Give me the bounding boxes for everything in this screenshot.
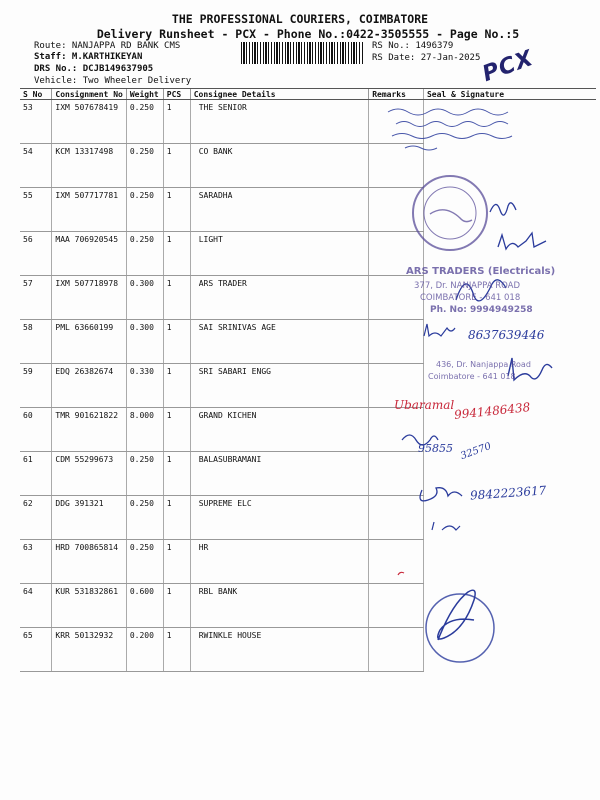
signature-63	[420, 488, 462, 501]
pcs-cell: 1	[163, 364, 190, 408]
consignee-cell: RWINKLE HOUSE	[190, 628, 369, 672]
handwritten-name-61: Ubaramal	[394, 398, 455, 412]
pcx-stamp: PCX	[479, 45, 537, 88]
col-signature: Seal & Signature	[423, 89, 596, 100]
consignment-cell: KUR 531832861	[52, 584, 126, 628]
staff-label: Staff: M.KARTHIKEYAN	[34, 52, 143, 62]
pcs-cell: 1	[163, 452, 190, 496]
signature-58	[424, 324, 455, 336]
weight-cell: 0.250	[126, 496, 163, 540]
sno-cell: 64	[20, 584, 52, 628]
signature-56	[498, 233, 546, 249]
consignee-cell: SUPREME ELC	[190, 496, 369, 540]
pcs-cell: 1	[163, 276, 190, 320]
rs-date: RS Date: 27-Jan-2025	[372, 53, 481, 63]
consignee-cell: GRAND KICHEN	[190, 408, 369, 452]
pcs-cell: 1	[163, 584, 190, 628]
col-weight: Weight	[126, 89, 163, 100]
col-remarks: Remarks	[369, 89, 424, 100]
pcs-cell: 1	[163, 628, 190, 672]
consignee-cell: BALASUBRAMANI	[190, 452, 369, 496]
weight-cell: 0.250	[126, 188, 163, 232]
route-label: Route: NANJAPPA RD BANK CMS	[34, 41, 181, 51]
col-pcs: PCS	[163, 89, 190, 100]
sno-cell: 58	[20, 320, 52, 364]
handwritten-phone-62: 95855	[418, 442, 453, 455]
ars-stamp-address2: COIMBATORE - 641 018	[420, 293, 521, 303]
consignment-cell: EDQ 26382674	[52, 364, 126, 408]
weight-cell: 0.250	[126, 100, 163, 144]
consignee-cell: SAI SRINIVAS AGE	[190, 320, 369, 364]
consignment-cell: CDM 55299673	[52, 452, 126, 496]
red-mark-64	[398, 572, 404, 575]
sno-cell: 65	[20, 628, 52, 672]
pcs-cell: 1	[163, 188, 190, 232]
company-name: THE PROFESSIONAL COURIERS, COIMBATORE	[171, 12, 429, 26]
weight-cell: 0.600	[126, 584, 163, 628]
consignment-cell: HRD 700865814	[52, 540, 126, 584]
weight-cell: 0.250	[126, 144, 163, 188]
pcs-cell: 1	[163, 144, 190, 188]
consignment-cell: PML 63660199	[52, 320, 126, 364]
sno-cell: 60	[20, 408, 52, 452]
scribble-stamp-53	[388, 109, 512, 150]
pcs-cell: 1	[163, 540, 190, 584]
ars-stamp-name: ARS TRADERS (Electricals)	[406, 266, 556, 277]
consignee-cell: SARADHA	[190, 188, 369, 232]
consignee-cell: ARS TRADER	[190, 276, 369, 320]
sabari-stamp-address2: Coimbatore - 641 018	[428, 372, 516, 381]
vehicle-label: Vehicle: Two Wheeler Delivery	[34, 76, 192, 86]
col-sno: S No	[20, 89, 52, 100]
pcs-cell: 1	[163, 496, 190, 540]
signature-55	[490, 203, 516, 215]
consignment-cell: IXM 507717781	[52, 188, 126, 232]
weight-cell: 0.200	[126, 628, 163, 672]
handwritten-num-62: 32570	[459, 440, 493, 463]
weight-cell: 0.330	[126, 364, 163, 408]
rs-number: RS No.: 1496379	[372, 41, 454, 51]
consignment-cell: MAA 706920545	[52, 232, 126, 276]
sno-cell: 57	[20, 276, 52, 320]
handwritten-phone-58: 8637639446	[468, 328, 545, 342]
consignee-cell: CO BANK	[190, 144, 369, 188]
ars-stamp-address1: 377, Dr. NANJAPPA ROAD	[414, 281, 521, 291]
consignment-cell: KRR 50132932	[52, 628, 126, 672]
drs-number: DRS No.: DCJB149637905	[34, 64, 154, 74]
sno-cell: 53	[20, 100, 52, 144]
weight-cell: 0.300	[126, 276, 163, 320]
sno-cell: 54	[20, 144, 52, 188]
sno-cell: 59	[20, 364, 52, 408]
col-consignee: Consignee Details	[190, 89, 369, 100]
circular-seal	[413, 176, 487, 250]
handwritten-phone-63: 9842223617	[469, 483, 547, 503]
consignee-cell: THE SENIOR	[190, 100, 369, 144]
consignment-cell: TMR 901621822	[52, 408, 126, 452]
consignee-cell: HR	[190, 540, 369, 584]
sno-cell: 56	[20, 232, 52, 276]
sabari-stamp-address1: 436, Dr. Nanjappa Road	[436, 360, 531, 369]
pcs-cell: 1	[163, 408, 190, 452]
sno-cell: 63	[20, 540, 52, 584]
runsheet-title: Delivery Runsheet - PCX - Phone No.:0422-3505555 - Page No.:5	[96, 27, 520, 41]
weight-cell: 8.000	[126, 408, 163, 452]
pcs-cell: 1	[163, 320, 190, 364]
pcs-cell: 1	[163, 100, 190, 144]
sno-cell: 55	[20, 188, 52, 232]
handwritten-phone-61: 9941486438	[453, 400, 531, 422]
weight-cell: 0.300	[126, 320, 163, 364]
consignee-cell: RBL BANK	[190, 584, 369, 628]
consignee-cell: SRI SABARI ENGG	[190, 364, 369, 408]
consignment-cell: IXM 507718978	[52, 276, 126, 320]
weight-cell: 0.250	[126, 452, 163, 496]
weight-cell: 0.250	[126, 232, 163, 276]
consignment-cell: DDG 391321	[52, 496, 126, 540]
pcs-cell: 1	[163, 232, 190, 276]
sno-cell: 62	[20, 496, 52, 540]
signature-63b	[432, 522, 460, 530]
ars-stamp-phone: Ph. No: 9994949258	[430, 305, 533, 315]
col-consignment: Consignment No	[52, 89, 126, 100]
consignee-cell: LIGHT	[190, 232, 369, 276]
house-seal	[426, 594, 494, 662]
weight-cell: 0.250	[126, 540, 163, 584]
sno-cell: 61	[20, 452, 52, 496]
consignment-cell: IXM 507678419	[52, 100, 126, 144]
consignment-cell: KCM 13317498	[52, 144, 126, 188]
